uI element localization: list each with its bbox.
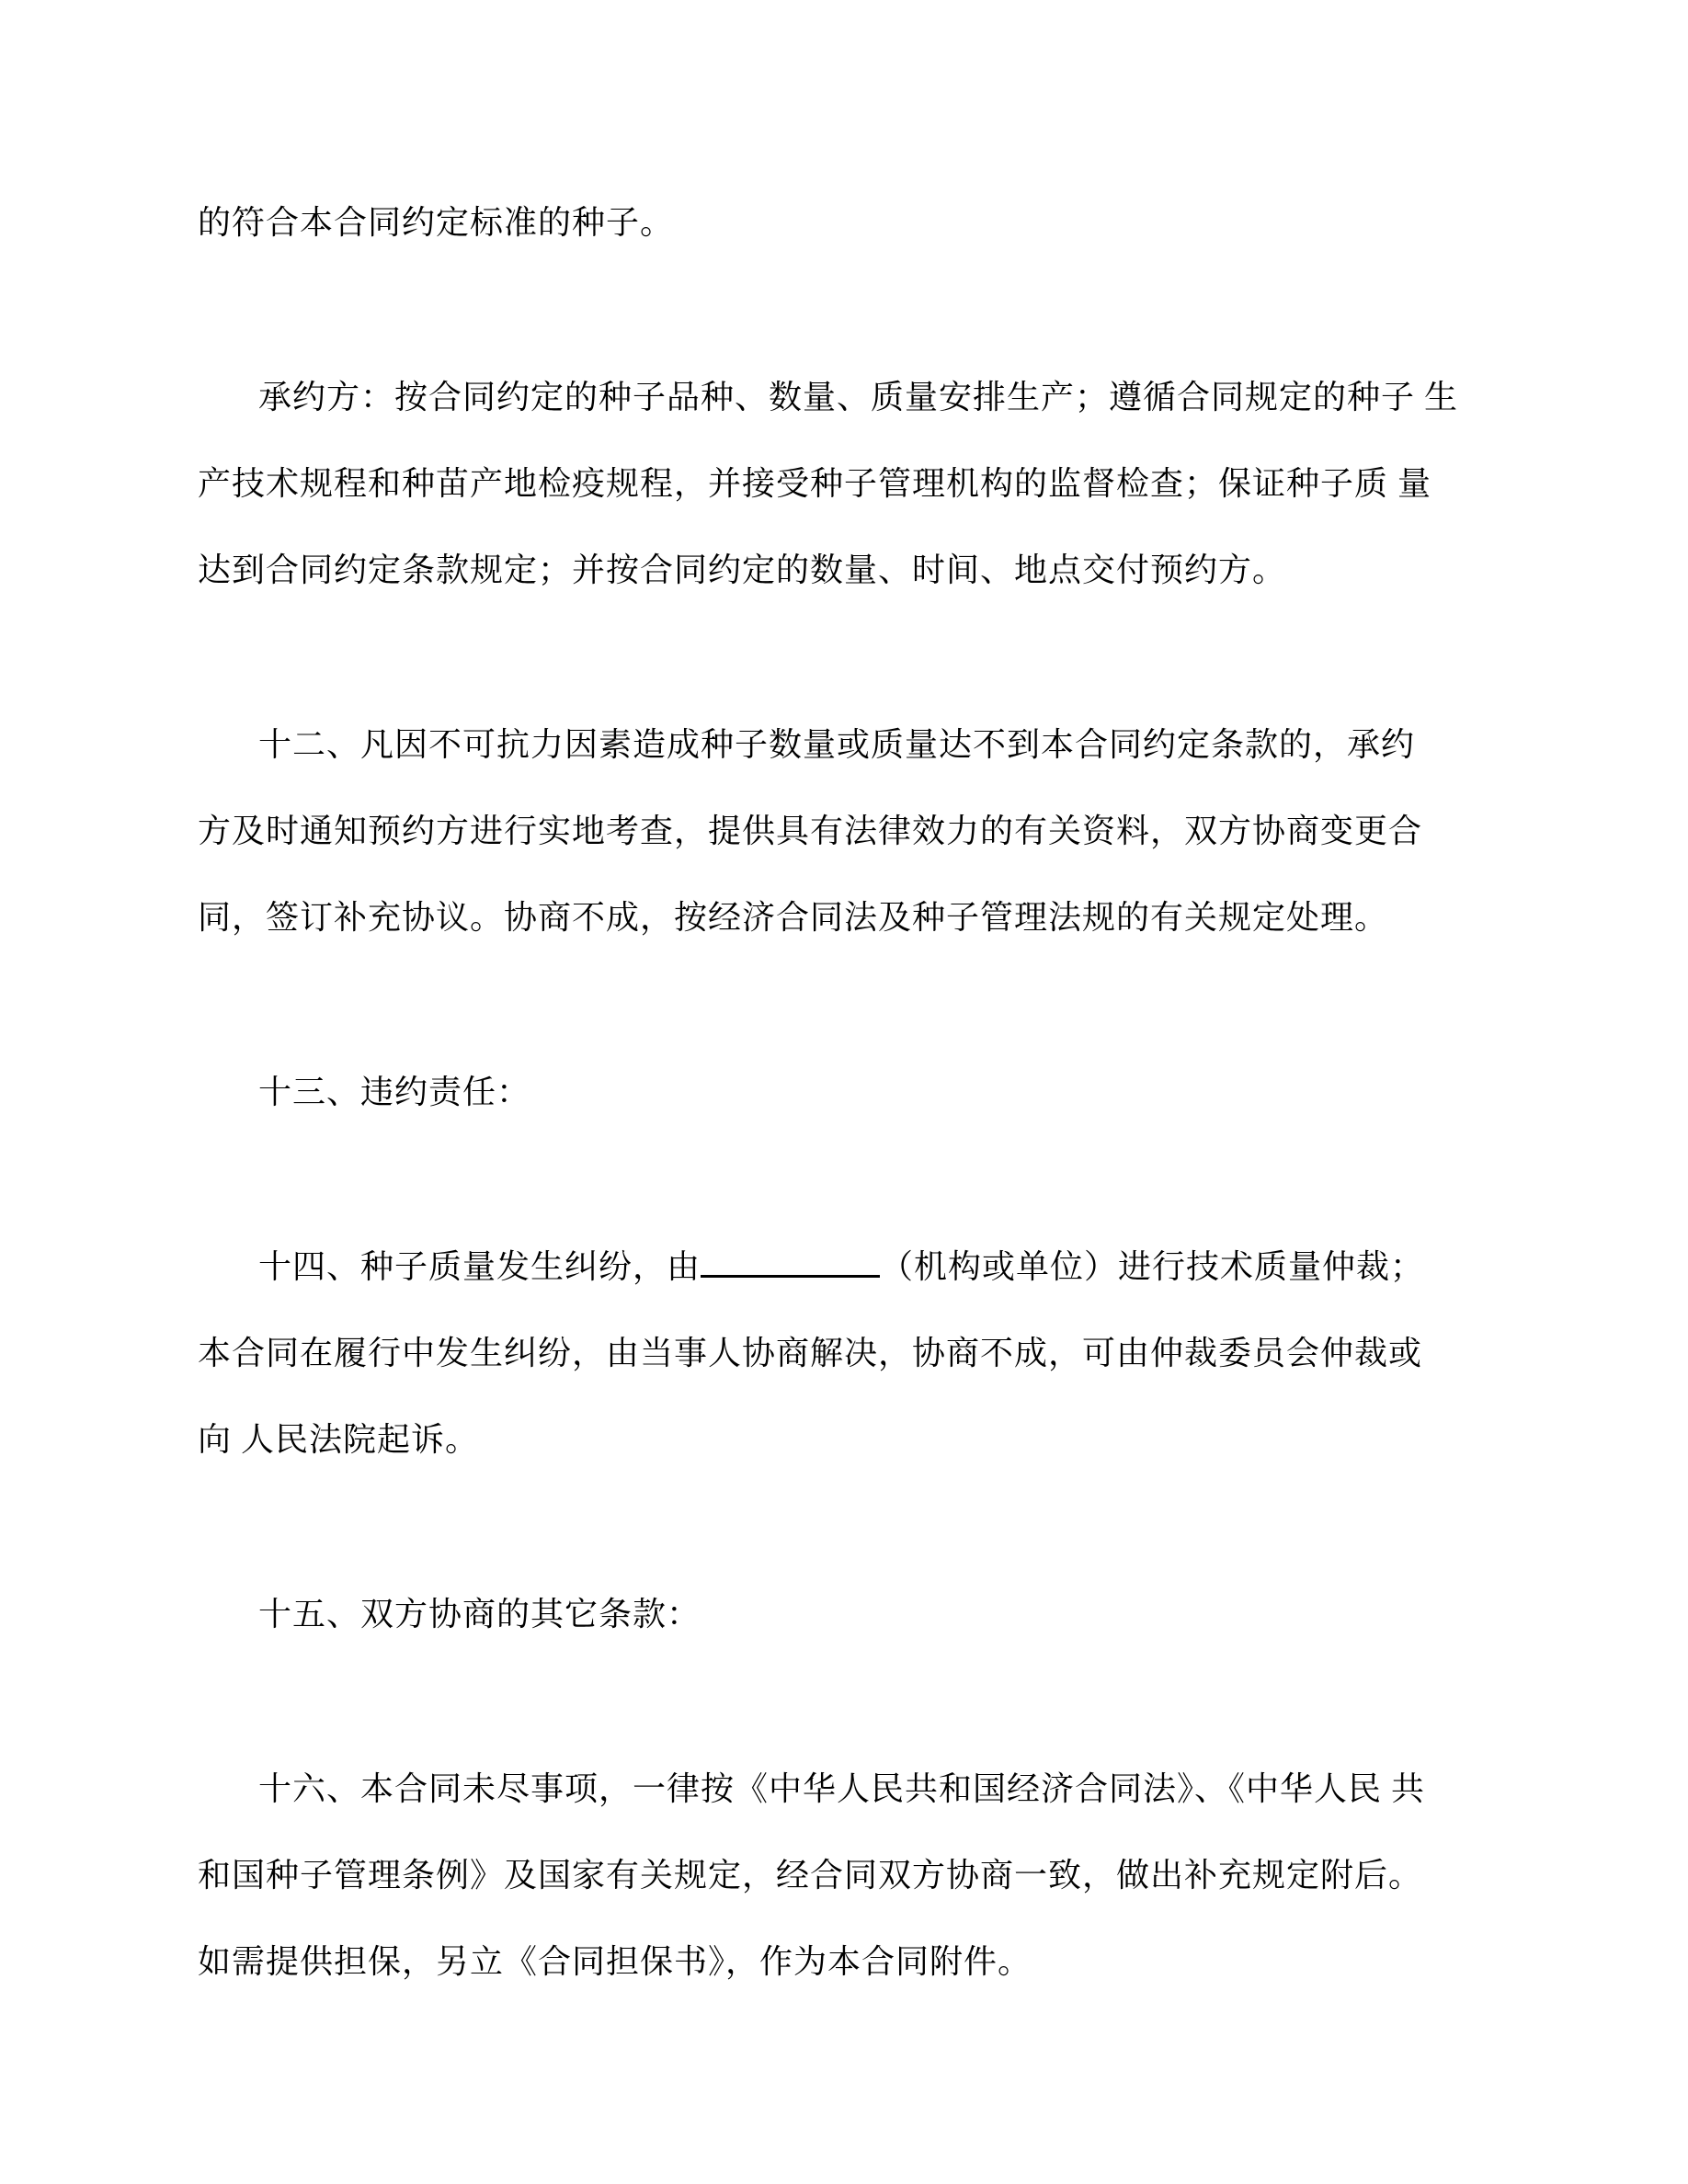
blank-suffix-text: （机构或单位）进行技术质量仲裁； xyxy=(880,1248,1425,1285)
contract-line: 达到合同约定条款规定；并按合同约定的数量、时间、地点交付预约方。 xyxy=(198,552,1287,588)
contract-line: 同，签订补充协议。协商不成，按经济合同法及种子管理法规的有关规定处理。 xyxy=(198,899,1389,936)
contract-line: 的符合本合同约定标准的种子。 xyxy=(198,204,675,241)
contract-line: 承约方：按合同约定的种子品种、数量、质量安排生产；遵循合同规定的种子 生 xyxy=(258,379,1459,415)
contract-line: 向 人民法院起诉。 xyxy=(198,1421,480,1458)
contract-line: 产技术规程和种苗产地检疫规程，并接受种子管理机构的监督检查；保证种子质 量 xyxy=(198,465,1432,502)
clause-12-force-majeure xyxy=(198,701,1518,961)
blank-prefix-text: 十四、种子质量发生纠纷，由 xyxy=(258,1248,701,1285)
contract-line: 十五、双方协商的其它条款： xyxy=(258,1596,701,1632)
clause-14-dispute-arbitration xyxy=(198,1223,1518,1483)
contract-line: 和国种子管理条例》及国家有关规定，经合同双方协商一致，做出补充规定附后。 xyxy=(198,1857,1423,1894)
contract-line-with-blank xyxy=(198,1223,1518,1310)
fill-in-blank-underline xyxy=(701,1270,880,1278)
contract-line: 本合同在履行中发生纠纷，由当事人协商解决，协商不成，可由仲裁委员会仲裁或 xyxy=(198,1335,1423,1371)
contract-line: 如需提供担保，另立《合同担保书》，作为本合同附件。 xyxy=(198,1943,1032,1980)
clause-contractor-obligations xyxy=(198,354,1518,613)
contract-line: 十六、本合同未尽事项，一律按《中华人民共和国经济合同法》、《中华人民 共 xyxy=(258,1770,1426,1807)
clause-13-breach-liability xyxy=(198,1049,1518,1135)
clause-16-miscellaneous xyxy=(198,1746,1518,2005)
clause-15-other-terms xyxy=(198,1571,1518,1657)
clause-continuation xyxy=(198,179,1518,266)
contract-line: 十三、违约责任： xyxy=(258,1074,531,1110)
contract-line: 方及时通知预约方进行实地考查，提供具有法律效力的有关资料，双方协商变更合 xyxy=(198,813,1423,849)
contract-line: 十二、凡因不可抗力因素造成种子数量或质量达不到本合同约定条款的，承约 xyxy=(258,726,1416,763)
